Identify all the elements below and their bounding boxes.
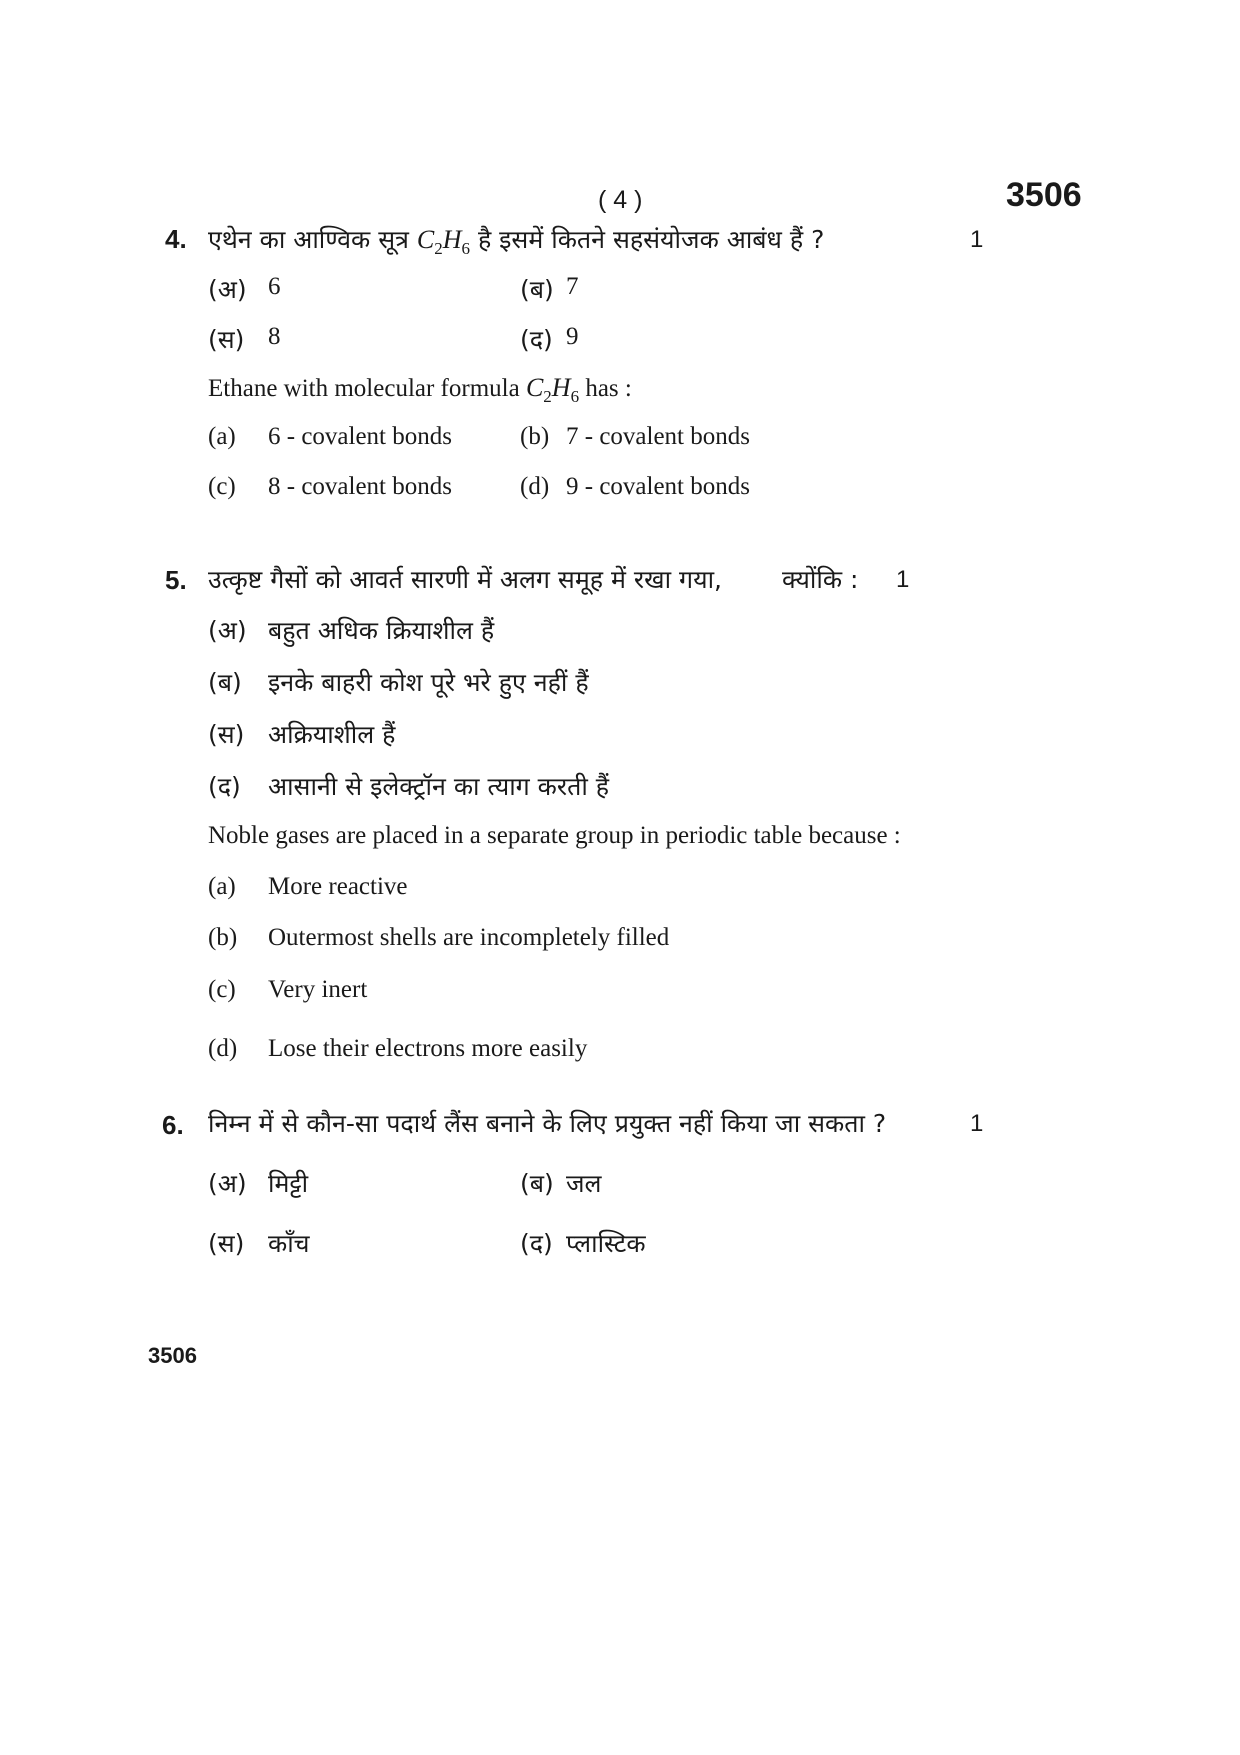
- q5-hi-option-d-text: आसानी से इलेक्ट्रॉन का त्याग करती हैं: [268, 772, 610, 801]
- q5-hi-option-a-label: (अ): [208, 616, 247, 645]
- q4-hi-option-b-label: (ब): [520, 275, 554, 304]
- q5-hi-option-c-text: अक्रियाशील हैं: [268, 720, 396, 749]
- q5-en-option-d-text: Lose their electrons more easily: [268, 1035, 588, 1062]
- question-6-number: 6.: [162, 1110, 184, 1140]
- question-6-hindi-text: निम्न में से कौन-सा पदार्थ लैंस बनाने के लिए प्रयुक्त नहीं किया जा सकता ?: [208, 1109, 887, 1138]
- q4-en-option-d-text: 9 - covalent bonds: [566, 473, 750, 500]
- q6-hi-option-c-text: काँच: [268, 1229, 310, 1258]
- q5-en-option-d-label: (d): [208, 1035, 238, 1062]
- q6-hi-option-b-label: (ब): [520, 1169, 554, 1198]
- q6-hi-option-c-label: (स): [208, 1229, 245, 1258]
- question-5-english-text: Noble gases are placed in a separate group in periodic table because :: [208, 822, 901, 849]
- ethane-formula-english: $C_2H_6$: [525, 373, 580, 406]
- question-5-marks: 1: [896, 566, 910, 593]
- question-5-hindi-tail: क्योंकि :: [782, 565, 859, 594]
- question-5-number: 5.: [165, 565, 187, 595]
- page-number: ( 4 ): [598, 186, 643, 214]
- q4-en-option-c-label: (c): [208, 473, 236, 500]
- q5-en-option-c-label: (c): [208, 976, 236, 1003]
- q4-en-option-c-text: 8 - covalent bonds: [268, 473, 452, 500]
- paper-code-header: 3506: [1006, 176, 1082, 214]
- q4-hi-option-d-text: 9: [566, 323, 579, 350]
- q5-hi-option-b-text: इनके बाहरी कोश पूरे भरे हुए नहीं हैं: [268, 668, 589, 697]
- q4-hi-option-d-label: (द): [520, 325, 553, 354]
- q6-hi-option-b-text: जल: [566, 1169, 602, 1198]
- q4-hi-option-a-text: 6: [268, 273, 281, 300]
- q4-en-option-a-label: (a): [208, 423, 236, 450]
- question-4-hindi-text: [208, 222, 824, 259]
- q4-hi-option-c-label: (स): [208, 325, 245, 354]
- question-4-english-pre: Ethane with molecular formula: [208, 375, 520, 402]
- q4-en-option-a-text: 6 - covalent bonds: [268, 423, 452, 450]
- q5-hi-option-d-label: (द): [208, 772, 241, 801]
- question-4-marks: 1: [970, 226, 984, 253]
- q4-hi-option-b-text: 7: [566, 273, 579, 300]
- paper-code-footer: 3506: [148, 1343, 197, 1368]
- question-4-hindi-pre: एथेन का आण्विक सूत्र: [208, 225, 409, 254]
- q4-en-option-d-label: (d): [520, 473, 550, 500]
- question-5-hindi-text: उत्कृष्ट गैसों को आवर्त सारणी में अलग समूह में रखा गया,: [208, 565, 722, 594]
- q4-en-option-b-text: 7 - covalent bonds: [566, 423, 750, 450]
- q5-hi-option-c-label: (स): [208, 720, 245, 749]
- q5-en-option-b-text: Outermost shells are incompletely filled: [268, 924, 670, 951]
- question-4-english-post: has :: [585, 375, 632, 402]
- q5-en-option-a-label: (a): [208, 873, 236, 900]
- q6-hi-option-a-text: मिट्टी: [268, 1169, 309, 1198]
- question-6-marks: 1: [970, 1110, 984, 1137]
- q5-en-option-a-text: More reactive: [268, 873, 408, 900]
- ethane-formula: $C_2H_6$: [416, 225, 470, 258]
- q6-hi-option-d-text: प्लास्टिक: [566, 1229, 646, 1258]
- q5-hi-option-b-label: (ब): [208, 668, 242, 697]
- question-4-english-text: [208, 373, 632, 407]
- q6-hi-option-d-label: (द): [520, 1229, 553, 1258]
- q4-en-option-b-label: (b): [520, 423, 550, 450]
- question-4-number: 4.: [165, 224, 187, 254]
- q5-hi-option-a-text: बहुत अधिक क्रियाशील हैं: [268, 616, 495, 645]
- q4-hi-option-c-text: 8: [268, 323, 281, 350]
- q6-hi-option-a-label: (अ): [208, 1169, 247, 1198]
- q5-en-option-c-text: Very inert: [268, 976, 368, 1003]
- q4-hi-option-a-label: (अ): [208, 275, 247, 304]
- question-4-hindi-post: है इसमें कितने सहसंयोजक आबंध हैं ?: [477, 225, 825, 254]
- q5-en-option-b-label: (b): [208, 924, 238, 951]
